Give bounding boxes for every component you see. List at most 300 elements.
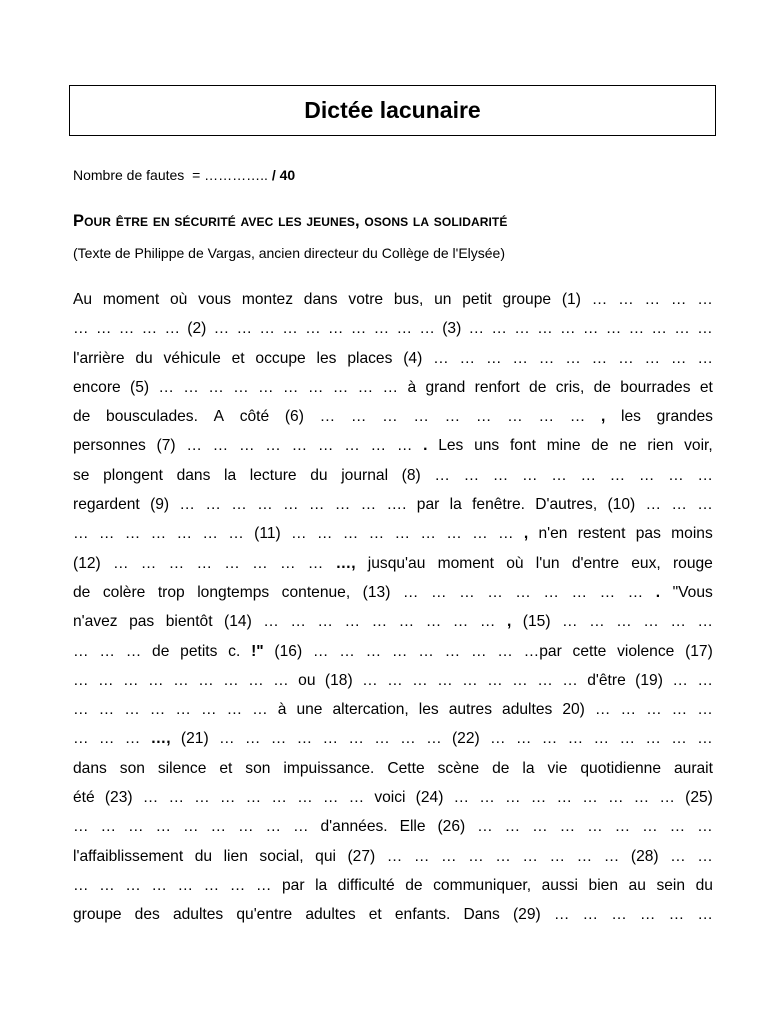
blank-gap[interactable]: …: [569, 408, 586, 426]
blank-gap[interactable]: …: [348, 730, 364, 748]
blank-gap[interactable]: …: [697, 818, 713, 836]
blank-gap[interactable]: …: [282, 320, 298, 338]
blank-gap[interactable]: …: [258, 378, 274, 396]
blank-gap[interactable]: …: [444, 642, 461, 660]
blank-gap[interactable]: …: [265, 437, 281, 455]
blank-gap[interactable]: …: [593, 730, 610, 748]
blank-gap[interactable]: …: [344, 437, 360, 455]
blank-gap[interactable]: …: [73, 320, 89, 338]
text-word: la: [449, 496, 462, 514]
blank-gap[interactable]: …: [365, 642, 382, 660]
blank-gap[interactable]: …: [607, 789, 624, 807]
blank-gap[interactable]: …: [426, 730, 442, 748]
blank-gap[interactable]: …: [453, 789, 470, 807]
text-word: .: [655, 583, 661, 601]
blank-gap[interactable]: …: [645, 496, 662, 514]
blank-gap[interactable]: …: [339, 642, 355, 660]
blank-gap[interactable]: …: [587, 818, 603, 836]
blank-gap[interactable]: …: [226, 701, 243, 719]
blank-gap[interactable]: …: [99, 642, 115, 660]
blank-gap[interactable]: …: [151, 876, 167, 894]
blank-gap[interactable]: …: [532, 818, 548, 836]
blank-gap[interactable]: …,: [150, 730, 171, 748]
blank-gap[interactable]: …: [459, 583, 475, 601]
text-word: !": [251, 642, 264, 660]
blank-gap[interactable]: …: [485, 349, 502, 367]
text-word: (5): [130, 378, 150, 396]
blank-gap[interactable]: …: [697, 320, 713, 338]
blank-gap[interactable]: …: [290, 613, 306, 631]
blank-gap[interactable]: …: [495, 847, 511, 865]
blank-gap[interactable]: …: [644, 291, 661, 308]
text-word: à: [407, 378, 417, 396]
blank-gap[interactable]: …: [697, 291, 713, 308]
blank-gap[interactable]: …: [244, 730, 261, 748]
blank-gap[interactable]: …: [183, 378, 199, 396]
text-word: où: [506, 554, 524, 572]
blank-gap[interactable]: …: [307, 554, 324, 572]
blank-gap[interactable]: …: [580, 466, 597, 484]
text-word: (21): [180, 730, 209, 748]
blank-gap[interactable]: …: [591, 349, 608, 367]
blank-gap[interactable]: …: [668, 466, 684, 484]
blank-gap[interactable]: …: [651, 320, 668, 338]
blank-gap[interactable]: …: [168, 554, 185, 572]
blank-gap[interactable]: …: [431, 583, 447, 601]
blank-gap[interactable]: …: [259, 320, 275, 338]
blank-gap[interactable]: …: [382, 408, 398, 426]
blank-gap[interactable]: …: [177, 876, 194, 894]
blank-gap[interactable]: …: [489, 730, 506, 748]
text-word: (7): [156, 437, 176, 455]
blank-gap[interactable]: …: [128, 818, 144, 836]
blank-gap[interactable]: …: [446, 525, 462, 543]
blank-gap[interactable]: …: [396, 320, 413, 338]
blank-gap[interactable]: …: [312, 642, 329, 660]
blank-gap[interactable]: …: [293, 818, 309, 836]
text-word: par: [282, 876, 305, 894]
blank-gap[interactable]: …: [360, 496, 377, 514]
blank-gap[interactable]: …: [452, 613, 469, 631]
blank-gap[interactable]: …: [497, 642, 513, 660]
blank-gap[interactable]: …: [99, 876, 115, 894]
blank-gap[interactable]: …: [123, 671, 139, 689]
blank-gap[interactable]: …: [543, 583, 559, 601]
blank-gap[interactable]: …: [591, 291, 608, 308]
blank-gap[interactable]: …: [296, 730, 313, 748]
blank-gap[interactable]: …: [418, 642, 434, 660]
blank-gap[interactable]: …: [413, 408, 429, 426]
blank-gap[interactable]: …: [605, 320, 622, 338]
text-word: la: [315, 876, 328, 894]
blank-gap[interactable]: …: [212, 437, 229, 455]
blank-gap[interactable]: …: [472, 525, 488, 543]
blank-gap[interactable]: …: [290, 525, 307, 543]
blank-gap[interactable]: …: [671, 730, 687, 748]
blank-gap[interactable]: …: [98, 701, 115, 719]
blank-gap[interactable]: …: [350, 320, 367, 338]
text-word: occupe: [255, 349, 306, 367]
blank-gap[interactable]: …: [505, 789, 521, 807]
text-word: (15): [522, 613, 551, 631]
blank-gap[interactable]: …: [186, 437, 202, 455]
blank-gap[interactable]: …: [674, 320, 690, 338]
blank-gap[interactable]: …: [522, 466, 538, 484]
blank-gap[interactable]: …,: [335, 554, 356, 572]
blank-gap[interactable]: …: [245, 789, 262, 807]
blank-gap[interactable]: …: [125, 642, 142, 660]
blank-gap[interactable]: …: [73, 876, 89, 894]
blank-gap[interactable]: …: [95, 320, 112, 338]
blank-gap[interactable]: …: [210, 818, 227, 836]
blank-gap[interactable]: …: [342, 525, 359, 543]
blank-gap[interactable]: …: [671, 701, 688, 719]
blank-gap[interactable]: …: [141, 320, 158, 338]
blank-gap[interactable]: …: [229, 876, 246, 894]
blank-gap[interactable]: …: [670, 291, 687, 308]
blank-gap[interactable]: …: [374, 730, 390, 748]
blank-gap[interactable]: …: [470, 642, 487, 660]
blank-gap[interactable]: …: [441, 847, 457, 865]
blank-gap[interactable]: …: [205, 496, 221, 514]
blank-gap[interactable]: …: [98, 525, 115, 543]
text-word: (23): [104, 789, 133, 807]
blank-gap[interactable]: …: [671, 496, 687, 514]
blank-gap[interactable]: …: [530, 789, 547, 807]
blank-gap[interactable]: …: [357, 378, 374, 396]
blank-gap[interactable]: …: [100, 818, 117, 836]
blank-gap[interactable]: …: [644, 349, 661, 367]
blank-gap[interactable]: …: [618, 291, 634, 308]
blank-gap[interactable]: …: [112, 554, 129, 572]
blank-gap[interactable]: …: [582, 906, 599, 924]
blank-gap[interactable]: …: [155, 818, 172, 836]
blank-gap[interactable]: …: [487, 671, 503, 689]
blank-gap[interactable]: …: [638, 466, 655, 484]
blank-gap[interactable]: …: [507, 408, 523, 426]
blank-gap[interactable]: …: [468, 847, 484, 865]
blank-gap[interactable]: …: [317, 437, 334, 455]
blank-gap[interactable]: …: [697, 349, 713, 367]
text-line: [73, 643, 713, 672]
blank-gap[interactable]: …: [265, 818, 282, 836]
blank-gap[interactable]: …: [282, 378, 299, 396]
blank-gap[interactable]: …: [515, 583, 531, 601]
blank-gap[interactable]: …: [200, 701, 217, 719]
text-word: petits: [180, 642, 218, 660]
blank-gap[interactable]: …: [556, 789, 573, 807]
blank-gap[interactable]: …: [307, 378, 324, 396]
blank-gap[interactable]: …: [124, 730, 141, 748]
blank-gap[interactable]: …: [362, 671, 378, 689]
blank-gap[interactable]: …: [175, 701, 191, 719]
blank-gap[interactable]: …: [368, 525, 385, 543]
blank-gap[interactable]: …: [614, 818, 631, 836]
blank-gap[interactable]: …: [252, 554, 268, 572]
blank-gap[interactable]: …: [297, 789, 313, 807]
blank-gap[interactable]: …: [183, 818, 199, 836]
text-word: font: [509, 437, 536, 455]
blank-gap[interactable]: …: [305, 320, 321, 338]
blank-gap[interactable]: …: [515, 730, 532, 748]
blank-gap[interactable]: ….: [386, 496, 407, 514]
blank-gap[interactable]: …: [477, 818, 493, 836]
blank-gap[interactable]: …: [589, 613, 605, 631]
blank-gap[interactable]: …: [628, 320, 645, 338]
blank-gap[interactable]: …: [697, 466, 713, 484]
blank-gap[interactable]: …: [434, 466, 450, 484]
blank-gap[interactable]: …: [334, 496, 351, 514]
blank-gap[interactable]: …: [620, 701, 637, 719]
blank-gap[interactable]: …: [479, 613, 496, 631]
text-word: votre: [348, 291, 384, 308]
blank-gap[interactable]: …: [541, 730, 558, 748]
blank-gap[interactable]: …: [218, 730, 235, 748]
blank-gap[interactable]: …: [582, 320, 599, 338]
blank-gap[interactable]: …: [396, 437, 413, 455]
blank-gap[interactable]: …: [609, 466, 626, 484]
blank-gap[interactable]: …: [255, 876, 272, 894]
text-word: la: [522, 759, 535, 777]
blank-gap[interactable]: …: [413, 847, 430, 865]
blank-gap[interactable]: …: [479, 789, 495, 807]
blank-gap[interactable]: …: [697, 906, 713, 924]
blank-gap[interactable]: …: [394, 525, 411, 543]
blank-gap[interactable]: …: [124, 525, 141, 543]
blank-gap[interactable]: …: [462, 671, 478, 689]
blank-gap[interactable]: …: [219, 789, 236, 807]
blank-gap[interactable]: …: [322, 789, 339, 807]
blank-gap[interactable]: …: [668, 906, 685, 924]
blank-gap[interactable]: …: [537, 320, 553, 338]
blank-gap[interactable]: …: [504, 818, 521, 836]
blank-gap[interactable]: …: [124, 701, 140, 719]
blank-gap[interactable]: …: [599, 583, 616, 601]
blank-gap[interactable]: …: [196, 554, 213, 572]
blank-gap[interactable]: …: [248, 671, 264, 689]
blank-gap[interactable]: …: [279, 554, 296, 572]
blank-gap[interactable]: …: [332, 378, 349, 396]
blank-gap[interactable]: …: [538, 408, 555, 426]
blank-gap[interactable]: …: [670, 349, 687, 367]
blank-gap[interactable]: …: [522, 847, 538, 865]
blank-gap[interactable]: …: [150, 525, 167, 543]
text-line: [73, 291, 713, 320]
text-word: impuissance.: [283, 759, 375, 777]
blank-gap[interactable]: …: [98, 730, 115, 748]
blank-gap[interactable]: …: [73, 818, 89, 836]
text-word: mine: [546, 437, 581, 455]
blank-gap[interactable]: …: [125, 876, 141, 894]
blank-gap[interactable]: …: [618, 349, 634, 367]
blank-gap[interactable]: …: [386, 847, 403, 865]
blank-gap[interactable]: …: [400, 730, 416, 748]
blank-gap[interactable]: …: [514, 320, 530, 338]
blank-gap[interactable]: …: [236, 320, 253, 338]
blank-gap[interactable]: …: [270, 730, 287, 748]
blank-gap[interactable]: …: [257, 496, 273, 514]
text-word: (16): [274, 642, 303, 660]
blank-gap[interactable]: …: [549, 847, 566, 865]
blank-gap[interactable]: …: [179, 496, 196, 514]
blank-gap[interactable]: …: [224, 554, 240, 572]
blank-gap[interactable]: …: [559, 818, 576, 836]
blank-gap[interactable]: …: [271, 789, 287, 807]
blank-gap[interactable]: …: [497, 525, 514, 543]
blank-gap[interactable]: …: [168, 789, 185, 807]
blank-gap[interactable]: …: [551, 466, 567, 484]
blank-gap[interactable]: …: [419, 320, 435, 338]
blank-gap[interactable]: …: [73, 730, 89, 748]
blank-gap[interactable]: …: [73, 701, 89, 719]
text-word: (3): [442, 320, 462, 338]
blank-gap[interactable]: …: [603, 847, 620, 865]
text-line: [73, 408, 713, 437]
blank-gap[interactable]: …: [619, 730, 636, 748]
blank-gap[interactable]: …: [198, 671, 214, 689]
blank-gap[interactable]: …: [142, 789, 159, 807]
blank-gap[interactable]: …: [308, 496, 325, 514]
text-word: fenêtre.: [472, 496, 525, 514]
text-word: l'arrière: [73, 349, 125, 367]
blank-gap[interactable]: …: [669, 818, 686, 836]
blank-gap[interactable]: …: [670, 847, 686, 865]
blank-gap[interactable]: …: [565, 349, 581, 367]
blank-gap[interactable]: …: [317, 613, 333, 631]
blank-gap[interactable]: …: [203, 876, 220, 894]
blank-gap[interactable]: …: [149, 701, 166, 719]
blank-gap[interactable]: …: [233, 378, 249, 396]
blank-gap[interactable]: …: [611, 906, 627, 924]
blank-gap[interactable]: …: [639, 906, 656, 924]
blank-gap[interactable]: …: [118, 320, 135, 338]
blank-gap[interactable]: …: [319, 408, 336, 426]
blank-gap[interactable]: …: [382, 378, 399, 396]
blank-gap[interactable]: …: [582, 789, 598, 807]
blank-gap[interactable]: …: [459, 349, 476, 367]
blank-gap[interactable]: …: [420, 525, 436, 543]
blank-gap[interactable]: …: [282, 496, 299, 514]
blank-gap[interactable]: …: [176, 525, 193, 543]
blank-gap[interactable]: …: [208, 378, 224, 396]
blank-gap[interactable]: …: [194, 789, 210, 807]
blank-gap[interactable]: …: [173, 671, 189, 689]
blank-gap[interactable]: …: [672, 671, 688, 689]
blank-gap[interactable]: …: [487, 583, 503, 601]
blank-gap[interactable]: …: [148, 671, 164, 689]
blank-gap[interactable]: …: [402, 583, 419, 601]
text-word: (18): [324, 671, 353, 689]
blank-gap[interactable]: …: [468, 320, 485, 338]
blank-gap[interactable]: …: [633, 789, 650, 807]
blank-gap[interactable]: …: [562, 613, 578, 631]
blank-gap[interactable]: …: [98, 671, 114, 689]
blank-gap[interactable]: …: [252, 701, 268, 719]
blank-gap[interactable]: …: [316, 525, 333, 543]
blank-gap[interactable]: …: [387, 671, 403, 689]
blank-gap[interactable]: …: [73, 642, 89, 660]
blank-gap[interactable]: …: [391, 642, 408, 660]
blank-gap[interactable]: …: [616, 613, 632, 631]
blank-gap[interactable]: …: [627, 583, 644, 601]
blank-gap[interactable]: …: [158, 378, 174, 396]
blank-gap[interactable]: …: [348, 789, 365, 807]
blank-gap[interactable]: …: [398, 613, 415, 631]
blank-gap[interactable]: …: [444, 408, 461, 426]
blank-gap[interactable]: …: [223, 671, 239, 689]
blank-gap[interactable]: …: [594, 701, 611, 719]
blank-gap[interactable]: …: [538, 349, 555, 367]
blank-gap[interactable]: …: [562, 671, 578, 689]
blank-gap[interactable]: …: [202, 525, 218, 543]
blank-gap[interactable]: …: [238, 437, 255, 455]
blank-gap[interactable]: …: [697, 613, 713, 631]
blank-gap[interactable]: …: [344, 613, 361, 631]
blank-gap[interactable]: …: [273, 671, 289, 689]
blank-gap[interactable]: …: [512, 671, 528, 689]
blank-gap[interactable]: …: [412, 671, 428, 689]
text-line: [73, 613, 713, 642]
blank-gap[interactable]: …: [370, 437, 387, 455]
blank-gap[interactable]: …: [576, 847, 593, 865]
blank-gap[interactable]: …: [371, 613, 388, 631]
blank-gap[interactable]: …: [475, 408, 492, 426]
blank-gap[interactable]: …: [491, 320, 507, 338]
blank-gap[interactable]: …: [350, 408, 367, 426]
blank-gap[interactable]: …: [231, 496, 247, 514]
text-word: regardent: [73, 496, 140, 514]
blank-gap[interactable]: …: [463, 466, 480, 484]
blank-gap[interactable]: …: [643, 613, 659, 631]
blank-gap[interactable]: …: [571, 583, 588, 601]
blank-gap[interactable]: …: [537, 671, 553, 689]
blank-gap[interactable]: …: [567, 730, 584, 748]
blank-gap[interactable]: …: [559, 320, 576, 338]
blank-gap[interactable]: …: [697, 671, 713, 689]
blank-gap[interactable]: …: [697, 730, 713, 748]
blank-gap[interactable]: …: [73, 671, 89, 689]
text-word: ,: [506, 613, 512, 631]
blank-gap[interactable]: …: [697, 496, 713, 514]
blank-gap[interactable]: …: [646, 701, 662, 719]
blank-gap[interactable]: …: [697, 701, 713, 719]
blank-gap[interactable]: …: [263, 613, 279, 631]
blank-gap[interactable]: …: [213, 320, 230, 338]
blank-gap[interactable]: …: [670, 613, 686, 631]
score-blank[interactable]: = …………..: [192, 167, 272, 183]
blank-gap[interactable]: …: [433, 349, 449, 367]
blank-gap[interactable]: …: [437, 671, 453, 689]
blank-gap[interactable]: …: [228, 525, 244, 543]
blank-gap[interactable]: …: [73, 525, 89, 543]
blank-gap[interactable]: …: [425, 613, 442, 631]
blank-gap[interactable]: …: [642, 818, 658, 836]
blank-gap[interactable]: …: [164, 320, 181, 338]
text-word: encore: [73, 378, 121, 396]
blank-gap[interactable]: …: [140, 554, 157, 572]
blank-gap[interactable]: …: [373, 320, 390, 338]
blank-gap[interactable]: …: [512, 349, 528, 367]
blank-gap[interactable]: …: [697, 847, 713, 865]
blank-gap[interactable]: …: [492, 466, 509, 484]
blank-gap[interactable]: …: [238, 818, 254, 836]
blank-gap[interactable]: …: [553, 906, 570, 924]
blank-gap[interactable]: …: [659, 789, 675, 807]
blank-gap[interactable]: …: [645, 730, 661, 748]
blank-gap[interactable]: …: [322, 730, 339, 748]
blank-gap[interactable]: …: [327, 320, 344, 338]
blank-gap[interactable]: …: [291, 437, 308, 455]
